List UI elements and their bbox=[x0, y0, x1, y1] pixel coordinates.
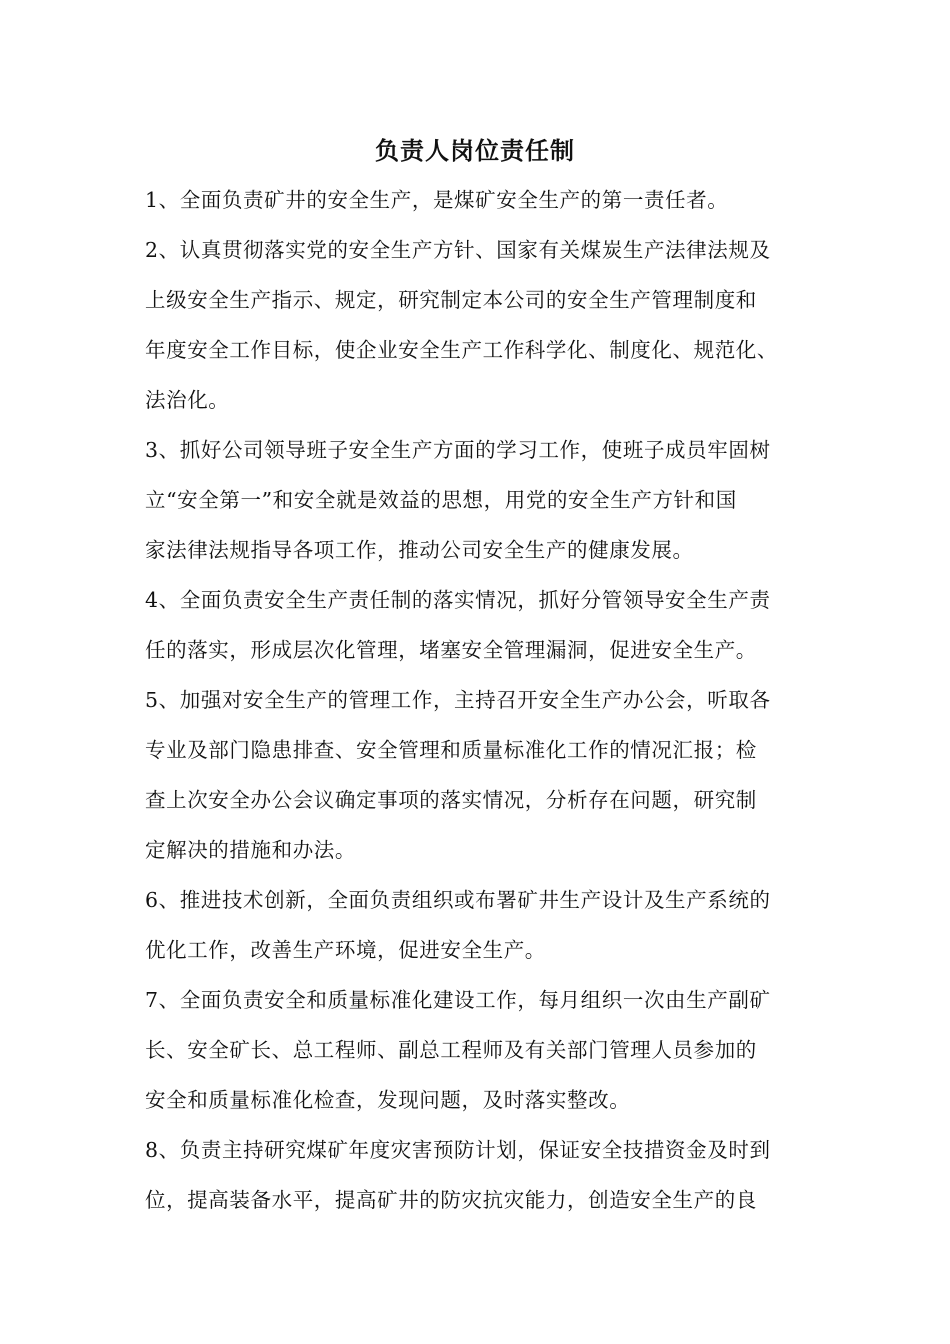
body-line: 专业及部门隐患排查、安全管理和质量标准化工作的情况汇报；检 bbox=[145, 738, 757, 762]
document-title: 负责人岗位责任制 bbox=[375, 136, 575, 165]
body-line: 7、全面负责安全和质量标准化建设工作，每月组织一次由生产副矿 bbox=[145, 988, 771, 1012]
document-body bbox=[145, 180, 825, 1230]
body-line: 立“安全第一”和安全就是效益的思想，用党的安全生产方针和国 bbox=[145, 488, 737, 512]
body-line: 8、负责主持研究煤矿年度灾害预防计划，保证安全技措资金及时到 bbox=[145, 1138, 771, 1162]
body-line: 法治化。 bbox=[145, 388, 230, 412]
body-line: 1、全面负责矿井的安全生产，是煤矿安全生产的第一责任者。 bbox=[145, 188, 729, 212]
body-line: 定解决的措施和办法。 bbox=[145, 838, 356, 862]
body-line: 上级安全生产指示、规定，研究制定本公司的安全生产管理制度和 bbox=[145, 288, 757, 312]
body-line: 长、安全矿长、总工程师、副总工程师及有关部门管理人员参加的 bbox=[145, 1038, 757, 1062]
body-line: 2、认真贯彻落实党的安全生产方针、国家有关煤炭生产法律法规及 bbox=[145, 238, 771, 262]
body-line: 位，提高装备水平，提高矿井的防灾抗灾能力，创造安全生产的良 bbox=[145, 1188, 757, 1212]
body-line: 年度安全工作目标，使企业安全生产工作科学化、制度化、规范化、 bbox=[145, 338, 778, 362]
body-line: 查上次安全办公会议确定事项的落实情况，分析存在问题，研究制 bbox=[145, 788, 757, 812]
body-line: 3、抓好公司领导班子安全生产方面的学习工作，使班子成员牢固树 bbox=[145, 438, 771, 462]
body-line: 任的落实，形成层次化管理，堵塞安全管理漏洞，促进安全生产。 bbox=[145, 638, 757, 662]
body-line: 4、全面负责安全生产责任制的落实情况，抓好分管领导安全生产责 bbox=[145, 588, 771, 612]
body-line: 优化工作，改善生产环境，促进安全生产。 bbox=[145, 938, 546, 962]
body-line: 5、加强对安全生产的管理工作，主持召开安全生产办公会，听取各 bbox=[145, 688, 771, 712]
body-line: 安全和质量标准化检查，发现问题，及时落实整改。 bbox=[145, 1088, 631, 1112]
body-line: 6、推进技术创新，全面负责组织或布署矿井生产设计及生产系统的 bbox=[145, 888, 771, 912]
body-line: 家法律法规指导各项工作，推动公司安全生产的健康发展。 bbox=[145, 538, 694, 562]
